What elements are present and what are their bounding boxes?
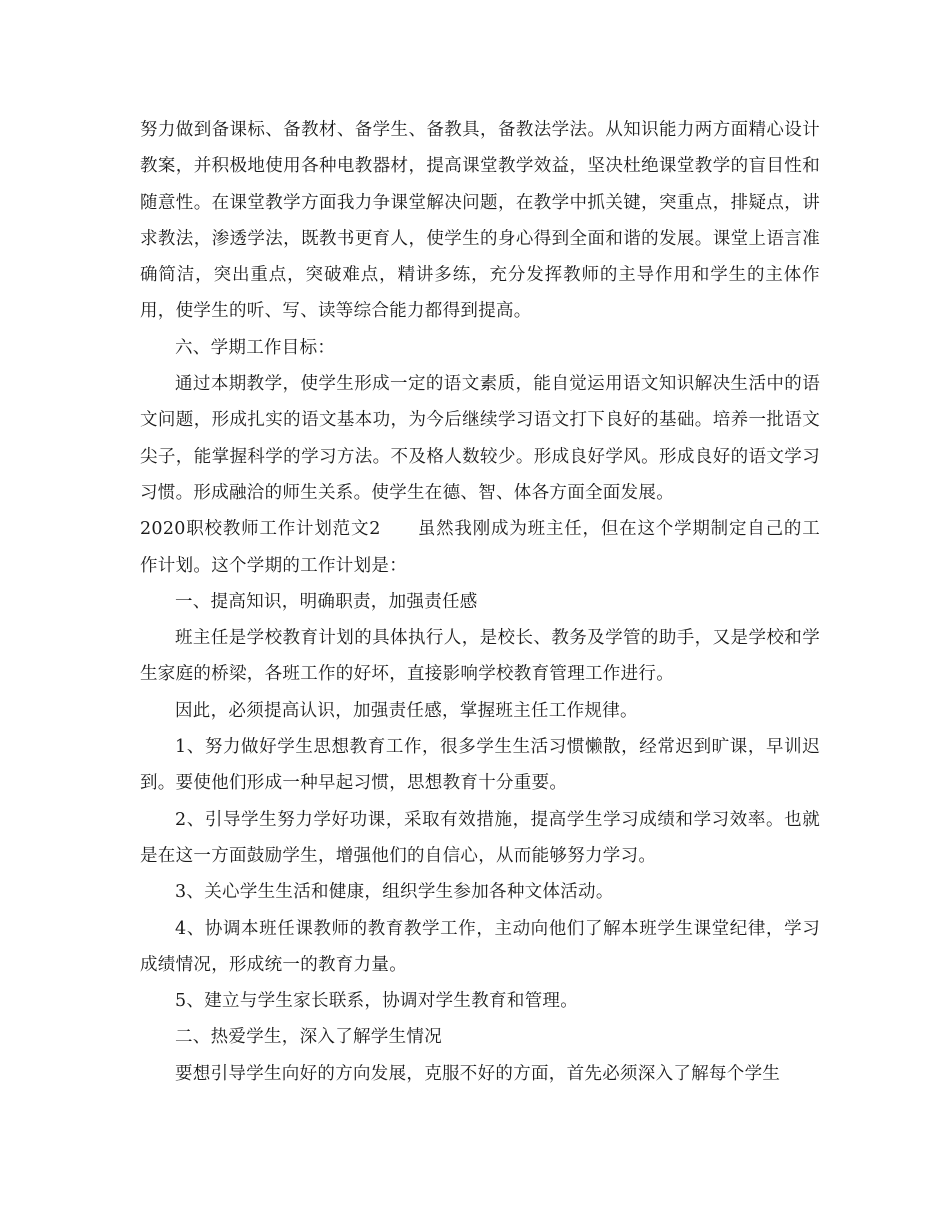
- list-item-1: 1、努力做好学生思想教育工作，很多学生生活习惯懒散，经常迟到旷课，早训迟到。要使他们形成一种早起习惯，思想教育十分重要。: [140, 737, 820, 794]
- heading-responsibility: 一、提高知识，明确职责，加强责任感: [175, 591, 478, 612]
- paragraph-understand-students: 要想引导学生向好的方向发展，克服不好的方面，首先必须深入了解每个学生: [175, 1063, 781, 1084]
- heading-semester-goals: 六、学期工作目标：: [175, 337, 336, 358]
- paragraph-therefore: 因此，必须提高认识，加强责任感，掌握班主任工作规律。: [175, 700, 638, 721]
- document-body: [140, 112, 820, 1092]
- paragraph-prep-methods: 努力做到备课标、备教材、备学生、备教具，备教法学法。从知识能力两方面精心设计教案，并积极地使用各种电教器材，提高课堂教学效益，坚决杜绝课堂教学的盲目性和随意性。在课堂教学方面我力争课堂解决问题，在教学中抓关键，突重点，排疑点，讲求教法，渗透学法，既教书更育人，使学生的身心得到全面和谐的发展。课堂上语言准确简洁，突出重点，突破难点，精讲多练，充分发挥教师的主导作用和学生的主体作用，使学生的听、写、读等综合能力都得到提高。: [140, 120, 820, 322]
- heading-love-students: 二、热爱学生，深入了解学生情况: [175, 1027, 442, 1048]
- paragraph-plan-2-intro: 2020职校教师工作计划范文2 虽然我刚成为班主任，但在这个学期制定自己的工作计划。这个学期的工作计划是：: [140, 519, 820, 576]
- list-item-2: 2、引导学生努力学好功课，采取有效措施，提高学生学习成绩和学习效率。也就是在这一方面鼓励学生，增强他们的自信心，从而能够努力学习。: [140, 809, 820, 866]
- list-item-3: 3、关心学生生活和健康，组织学生参加各种文体活动。: [175, 882, 614, 903]
- paragraph-semester-goals: 通过本期教学，使学生形成一定的语文素质，能自觉运用语文知识解决生活中的语文问题，形成扎实的语文基本功，为今后继续学习语文打下良好的基础。培养一批语文尖子，能掌握科学的学习方法。不及格人数较少。形成良好学风。形成良好的语文学习习惯。形成融洽的师生关系。使学生在德、智、体各方面全面发展。: [140, 374, 820, 503]
- paragraph-head-teacher-role: 班主任是学校教育计划的具体执行人，是校长、教务及学管的助手，又是学校和学生家庭的桥梁，各班工作的好坏，直接影响学校教育管理工作进行。: [140, 628, 820, 685]
- list-item-5: 5、建立与学生家长联系，协调对学生教育和管理。: [175, 991, 579, 1012]
- list-item-4: 4、协调本班任课教师的教育教学工作，主动向他们了解本班学生课堂纪律，学习成绩情况，形成统一的教育力量。: [140, 918, 820, 975]
